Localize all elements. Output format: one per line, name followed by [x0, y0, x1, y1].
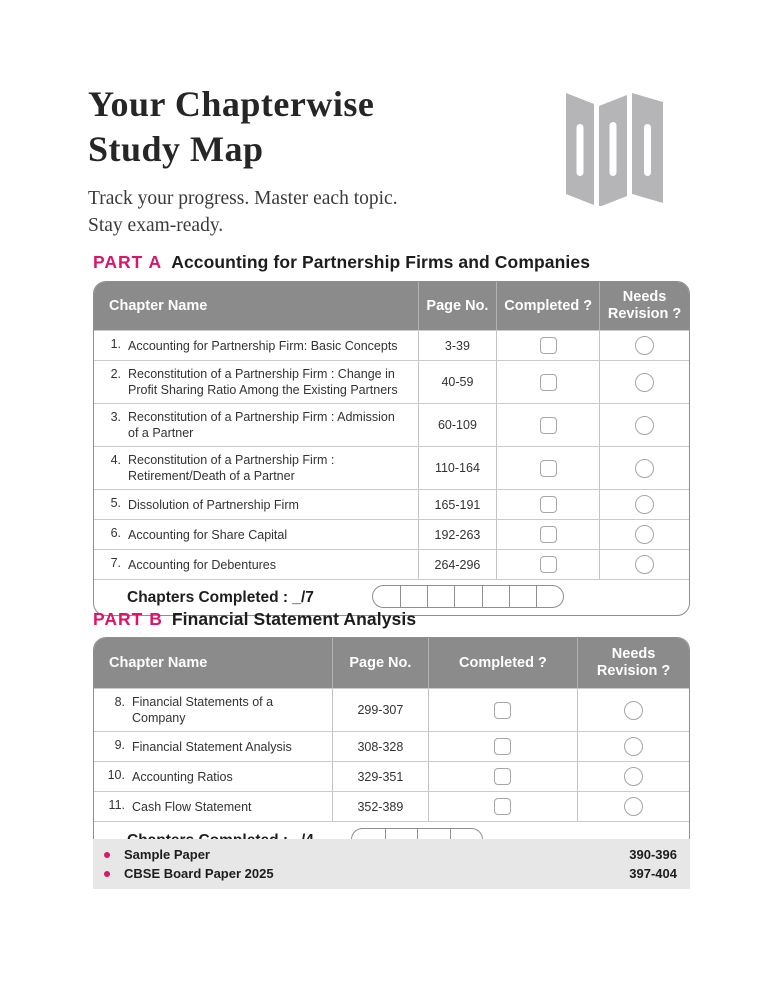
completed-checkbox[interactable]	[494, 738, 511, 755]
bullet-icon	[104, 871, 110, 877]
progress-segment	[427, 586, 454, 607]
completed-checkbox[interactable]	[540, 556, 557, 573]
part-b-title: Financial Statement Analysis	[171, 609, 417, 629]
col-header-chapter-name: Chapter Name	[109, 654, 208, 671]
progress-segment	[373, 586, 400, 607]
chapter-number: 7.	[110, 556, 121, 570]
completed-checkbox[interactable]	[540, 417, 557, 434]
completed-checkbox[interactable]	[540, 374, 557, 391]
page-range: 299-307	[332, 689, 428, 731]
needs-revision-radio[interactable]	[624, 701, 643, 720]
needs-revision-radio[interactable]	[624, 767, 643, 786]
chapter-number: 6.	[110, 526, 121, 540]
chapter-number: 2.	[110, 367, 121, 381]
table-row	[94, 446, 689, 489]
page-range: 329-351	[332, 762, 428, 791]
col-header-completed: Completed ?	[428, 638, 577, 688]
completed-checkbox[interactable]	[494, 768, 511, 785]
page-range: 60-109	[418, 404, 497, 446]
page-range: 110-164	[418, 447, 497, 489]
completed-checkbox[interactable]	[494, 702, 511, 719]
part-b-heading	[93, 609, 416, 630]
col-header-chapter-name: Chapter Name	[109, 297, 208, 314]
needs-revision-radio[interactable]	[635, 525, 654, 544]
page-header	[88, 82, 548, 239]
chapter-number: 3.	[110, 410, 121, 424]
chapter-number: 9.	[114, 738, 125, 752]
progress-segment	[400, 586, 427, 607]
col-header-needs-revision: Needs Revision ?	[599, 282, 689, 330]
chapter-name: Reconstitution of a Partnership Firm : Change in Profit Sharing Ratio Among the Existing Partners	[128, 367, 398, 397]
table-row	[94, 360, 689, 403]
needs-revision-radio[interactable]	[624, 737, 643, 756]
bullet-icon	[104, 852, 110, 858]
chapter-name: Financial Statements of a Company	[132, 695, 274, 725]
part-b-table	[93, 637, 690, 860]
completed-checkbox[interactable]	[540, 526, 557, 543]
table-row	[94, 791, 689, 821]
table-row	[94, 519, 689, 549]
extra-papers-bar	[93, 839, 690, 889]
table-row	[94, 330, 689, 360]
progress-segment	[482, 586, 509, 607]
chapter-number: 11.	[108, 798, 125, 812]
needs-revision-radio[interactable]	[635, 336, 654, 355]
table-row	[94, 761, 689, 791]
table-row	[94, 731, 689, 761]
chapter-name: Reconstitution of a Partnership Firm : Retirement/Death of a Partner	[128, 453, 335, 483]
page-range: 264-296	[418, 550, 497, 579]
progress-tracker	[372, 585, 564, 608]
needs-revision-radio[interactable]	[635, 373, 654, 392]
table-row	[94, 549, 689, 579]
progress-segment	[454, 586, 481, 607]
needs-revision-radio[interactable]	[635, 555, 654, 574]
completed-checkbox[interactable]	[494, 798, 511, 815]
col-header-needs-revision: Needs Revision ?	[577, 638, 689, 688]
page-title	[88, 82, 548, 172]
table-row	[94, 489, 689, 519]
chapter-name: Accounting for Share Capital	[128, 527, 288, 542]
part-a-table	[93, 281, 690, 616]
extra-paper-pages: 390-396	[629, 847, 677, 862]
page-subtitle	[88, 185, 548, 239]
extra-paper-label: Sample Paper	[124, 847, 210, 862]
completed-checkbox[interactable]	[540, 460, 557, 477]
chapter-number: 1.	[110, 337, 121, 351]
page-range: 165-191	[418, 490, 497, 519]
needs-revision-radio[interactable]	[635, 416, 654, 435]
page-range: 352-389	[332, 792, 428, 821]
page-range: 3-39	[418, 331, 497, 360]
table-row	[94, 688, 689, 731]
part-b-label: PART B	[93, 609, 163, 629]
chapter-number: 10.	[107, 768, 125, 782]
table-header-row	[94, 638, 689, 688]
page-title-line1: Your Chapterwise	[88, 84, 375, 124]
part-a-title: Accounting for Partnership Firms and Companies	[171, 252, 591, 272]
chapter-name: Dissolution of Partnership Firm	[128, 497, 299, 512]
chapters-completed-label: Chapters Completed : _/7	[127, 588, 314, 606]
needs-revision-radio[interactable]	[635, 495, 654, 514]
part-a-heading	[93, 252, 590, 273]
chapter-name: Accounting for Partnership Firm: Basic Concepts	[128, 338, 398, 353]
chapter-name: Financial Statement Analysis	[132, 739, 292, 754]
chapter-name: Cash Flow Statement	[132, 799, 252, 814]
chapter-number: 4.	[110, 453, 121, 467]
col-header-page-no: Page No.	[332, 638, 428, 688]
part-a-label: PART A	[93, 252, 163, 272]
chapter-number: 8.	[114, 695, 125, 709]
page-subtitle-line1: Track your progress. Master each topic.	[88, 188, 398, 209]
completed-checkbox[interactable]	[540, 496, 557, 513]
page-range: 192-263	[418, 520, 497, 549]
extra-paper-label: CBSE Board Paper 2025	[124, 866, 274, 881]
extra-paper-pages: 397-404	[629, 866, 677, 881]
page-range: 40-59	[418, 361, 497, 403]
chapter-name: Reconstitution of a Partnership Firm : Admission of a Partner	[128, 410, 395, 440]
trifold-map-icon	[560, 88, 684, 206]
needs-revision-radio[interactable]	[635, 459, 654, 478]
extra-paper-item	[104, 866, 677, 881]
table-row	[94, 403, 689, 446]
page-title-line2: Study Map	[88, 129, 264, 169]
chapter-name: Accounting for Debentures	[128, 557, 277, 572]
page-subtitle-line2: Stay exam-ready.	[88, 215, 224, 236]
page-range: 308-328	[332, 732, 428, 761]
completed-checkbox[interactable]	[540, 337, 557, 354]
table-header-row	[94, 282, 689, 330]
progress-segment	[536, 586, 563, 607]
chapter-number: 5.	[110, 496, 121, 510]
needs-revision-radio[interactable]	[624, 797, 643, 816]
col-header-page-no: Page No.	[418, 282, 497, 330]
progress-segment	[509, 586, 536, 607]
col-header-completed: Completed ?	[496, 282, 599, 330]
extra-paper-item	[104, 847, 677, 862]
chapter-name: Accounting Ratios	[132, 769, 233, 784]
